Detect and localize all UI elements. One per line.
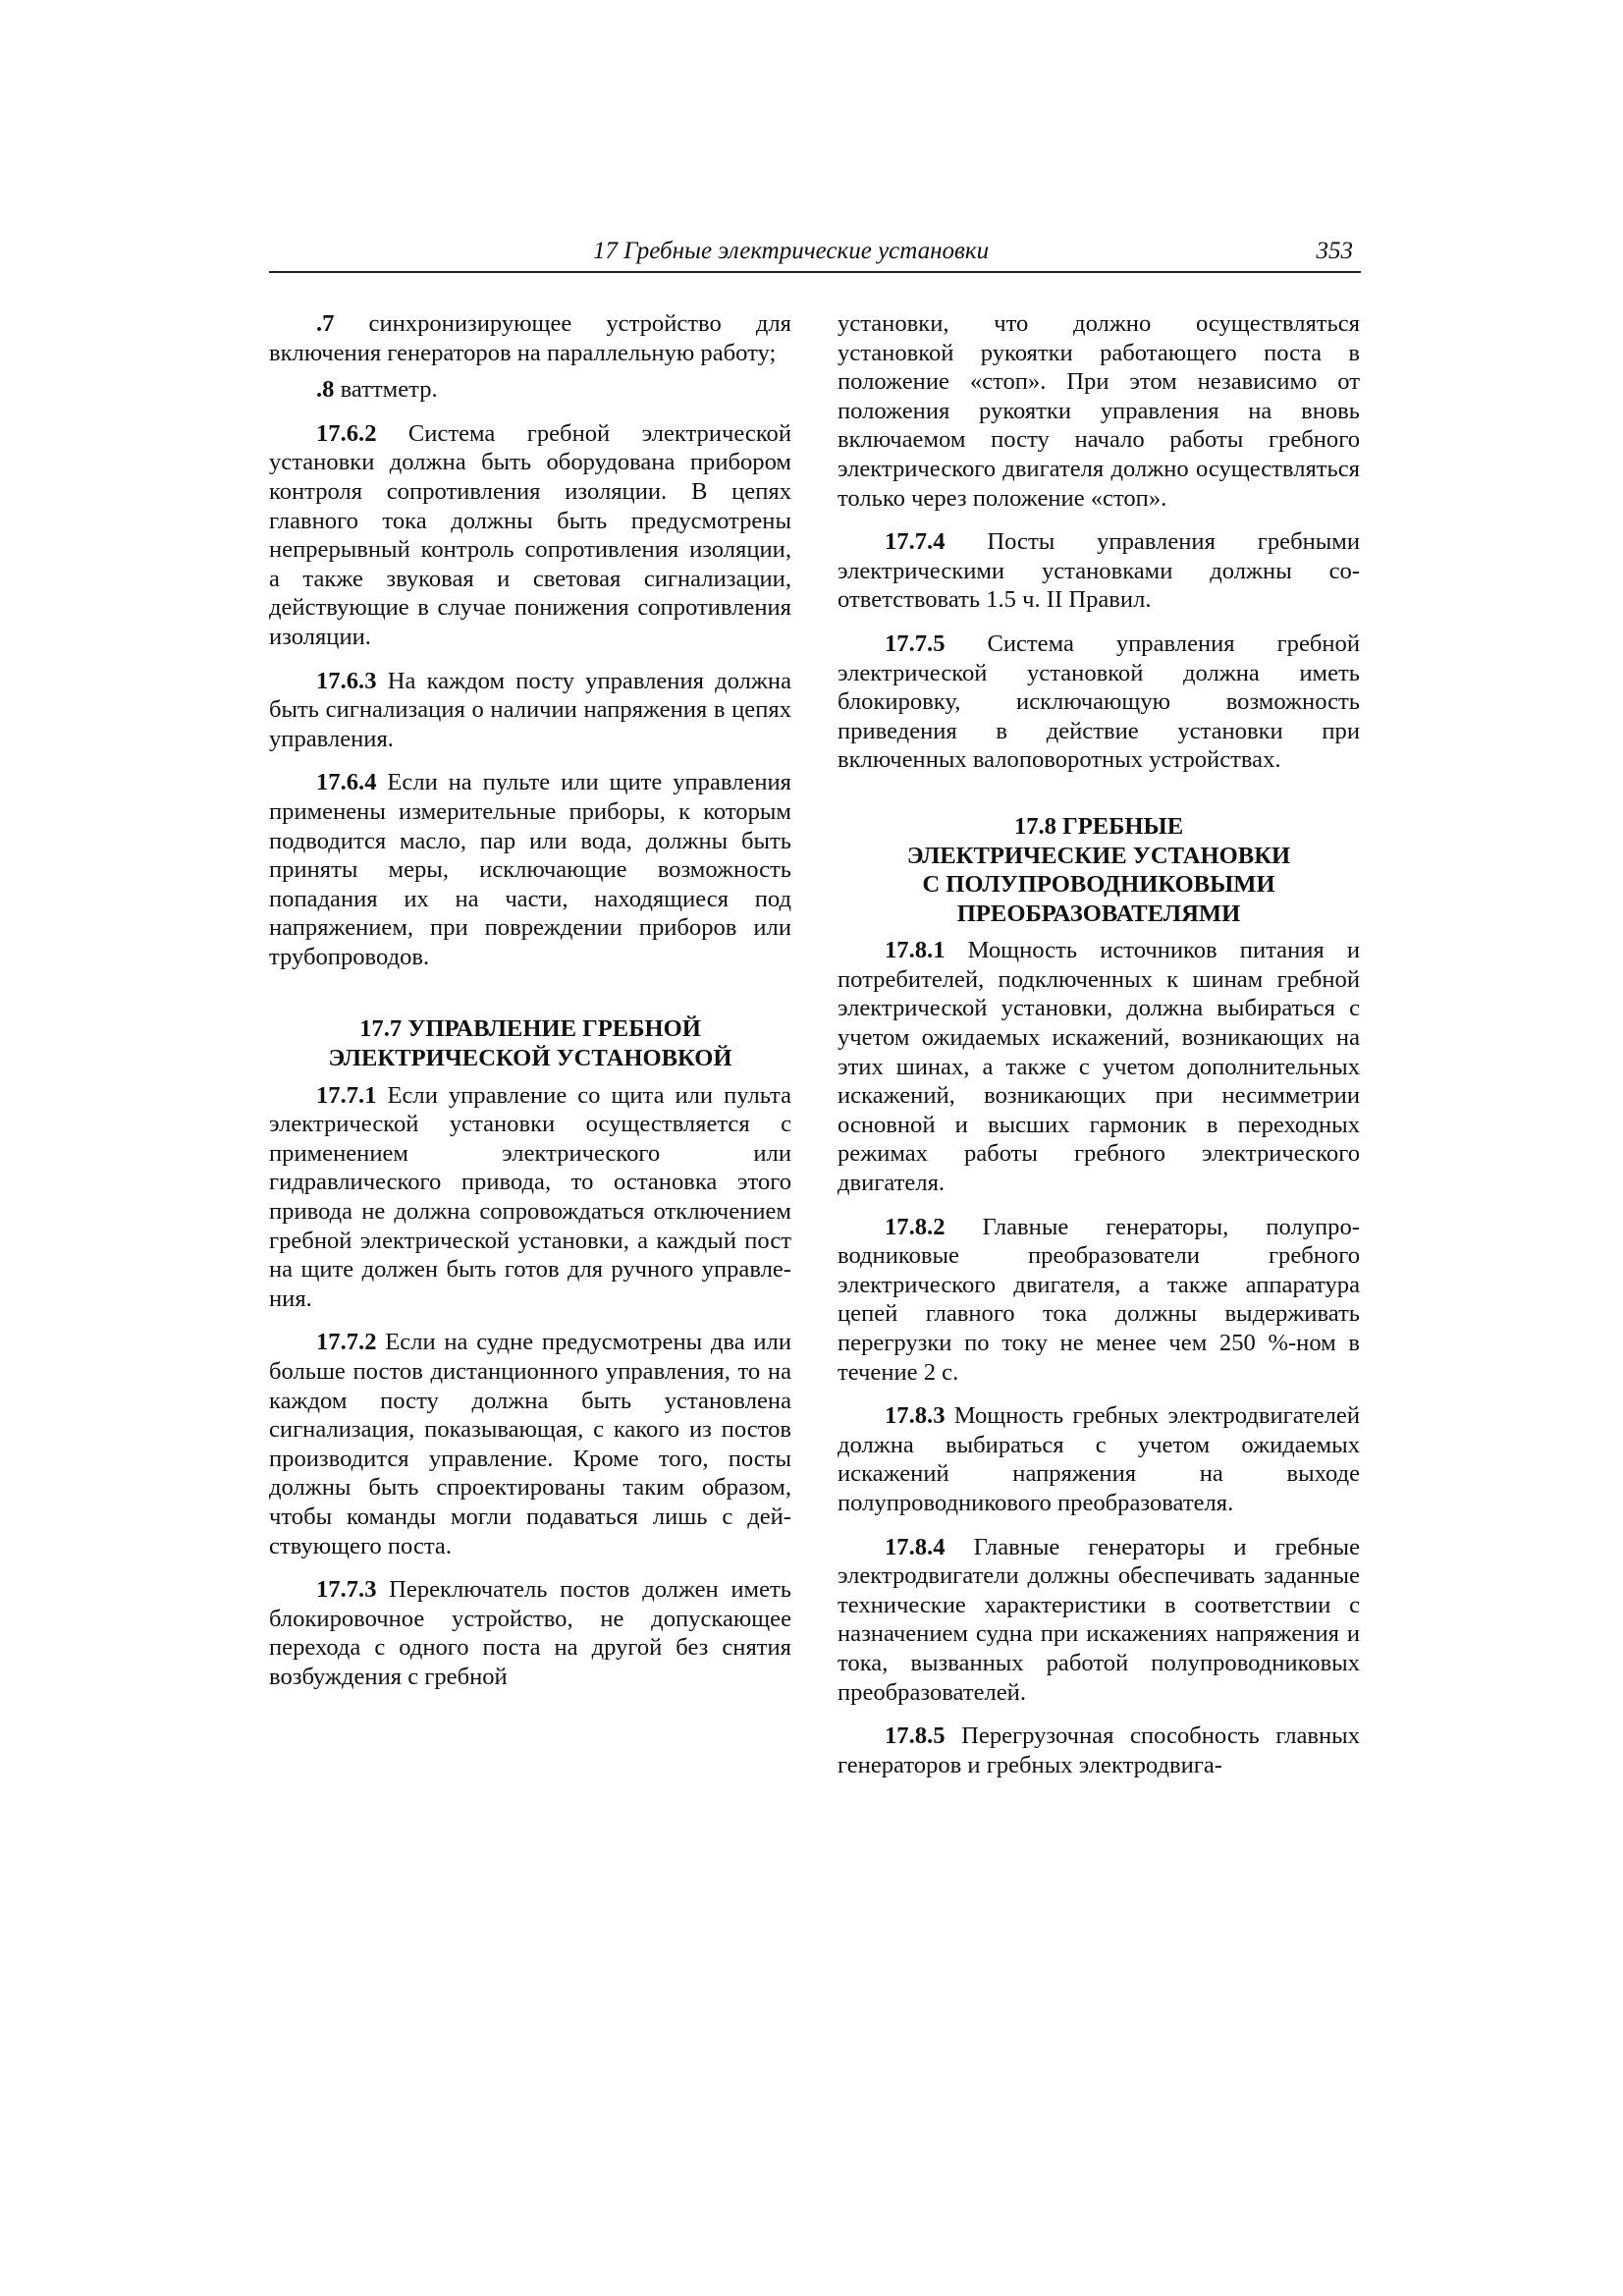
list-item [269, 309, 791, 367]
section-heading-17-8 [838, 812, 1360, 928]
heading-line: ПРЕОБРАЗОВАТЕЛЯМИ [956, 900, 1241, 927]
heading-line: ЭЛЕКТРИЧЕСКОЙ УСТАНОВКОЙ [328, 1045, 732, 1072]
clause-number: 17.7.1 [316, 1081, 377, 1109]
paragraph-17-8-2 [838, 1213, 1360, 1388]
heading-line: С ПОЛУПРОВОДНИКОВЫМИ [922, 871, 1275, 899]
list-item [269, 375, 791, 405]
paragraph-17-7-3 [269, 1575, 791, 1691]
clause-number: 17.7.3 [316, 1576, 377, 1604]
right-column [838, 309, 1360, 1794]
paragraph-17-8-1 [838, 936, 1360, 1197]
chapter-title: 17 Гребные электрические установки [593, 238, 990, 264]
clause-text: Переключатель постов должен иметь блокировочное устройство, не допускающее перехода с одного поста на другой без снятия возбуждения с гребной [269, 1576, 791, 1690]
item-number: .7 [316, 310, 335, 337]
page-number: 353 [1316, 238, 1353, 264]
item-text: синхронизирующее устройство для включения генераторов на параллельную работу; [269, 310, 791, 366]
paragraph-17-7-4 [838, 527, 1360, 615]
clause-number: 17.6.4 [316, 769, 377, 796]
clause-text: Перегрузочная способность главных генераторов и гребных электродвига- [838, 1722, 1360, 1778]
clause-text: Главные генераторы и гребные электродвигатели должны обеспечивать заданные технические характеристики в соответствии с назначением судна при искажениях напряжения и тока, вызванных работой полупроводниковых преобразователей. [838, 1533, 1360, 1706]
paragraph-17-8-5 [838, 1722, 1360, 1779]
paragraph-17-6-4 [269, 768, 791, 971]
running-header [269, 236, 1361, 273]
clause-number: 17.8.5 [885, 1722, 946, 1750]
clause-number: 17.6.3 [316, 667, 377, 694]
item-text: ваттметр. [340, 376, 438, 404]
paragraph-continuation: установки, что должно осуществляться установкой рукоятки работающего поста в положение «стоп». При этом независимо от положения рукоятки управления на вновь включаемом посту начало работы гребного электрического двигателя должно осуществляться только через положение «стоп». [838, 310, 1360, 512]
paragraph-17-7-1 [269, 1081, 791, 1314]
clause-number: 17.8.3 [885, 1402, 946, 1430]
clause-text: Мощность источников питания и потребителей, подключенных к шинам гребной электрической установки, должна выбираться с учетом ожидаемых искажений, возникающих на этих шинах, а также с учетом дополнительных искажений, возникающих при несимметрии основной и высших гармоник в переходных режимах работы гребного электрического двигателя. [838, 937, 1360, 1197]
item-number: .8 [316, 376, 335, 404]
clause-text: Посты управления гребными электрическими установками должны соответствовать 1.5 ч. II Правил. [838, 528, 1360, 614]
clause-number: 17.6.2 [316, 419, 377, 447]
clause-text: Если на судне предусмотрены два или больше постов дистанционного управления, то на каждом посту должна быть установлена сигнализация, показывающая, с какого из постов производится управление. Кроме того, посты должны быть спроектированы таким образом, чтобы команды могли подаваться лишь с действующего поста. [269, 1329, 791, 1559]
paragraph-17-6-2 [269, 419, 791, 652]
clause-number: 17.8.4 [885, 1533, 946, 1560]
clause-number: 17.7.4 [885, 528, 946, 556]
paragraph-17-7-5 [838, 629, 1360, 775]
heading-line: 17.8 ГРЕБНЫЕ [1013, 812, 1184, 840]
clause-number: 17.8.1 [885, 937, 946, 964]
clause-text: На каждом посту управления должна быть сигнализация о наличии напряжения в цепях управления. [269, 667, 791, 752]
clause-number: 17.7.5 [885, 629, 946, 657]
left-column [269, 309, 791, 1707]
heading-line: ЭЛЕКТРИЧЕСКИЕ УСТАНОВКИ [906, 842, 1291, 869]
clause-number: 17.8.2 [885, 1213, 946, 1240]
clause-text: Главные генераторы, полупроводниковые преобразователи гребного электрического двигателя, а также аппаратура цепей главного тока должны выдерживать перегрузки по току не менее чем 250 %-ном в течение 2 с. [838, 1213, 1360, 1386]
clause-text: Если на пульте или щите управления применены измерительные приборы, к которым подводится масло, пар или вода, должны быть приняты меры, исключающие возможность попадания их на части, находящиеся под напряжением, при повреждении приборов или трубопроводов. [269, 769, 791, 970]
clause-text: Система гребной электрической установки должна быть оборудована прибором контроля сопротивления изоляции. В цепях главного тока должны быть предусмотрены непрерывный контроль сопротивления изоляции, а также звуковая и световая сигнализации, действующие в случае понижения сопротивления изоляции. [269, 419, 791, 650]
clause-text: Мощность гребных электродвигателей должна выбираться с учетом ожидаемых искажений напряжения на выходе полупроводникового преобразователя. [838, 1402, 1360, 1516]
paragraph-17-8-3 [838, 1401, 1360, 1517]
paragraph-17-8-4 [838, 1533, 1360, 1708]
clause-text: Если управление со щита или пульта электрической установки осуществляется с применением электрического или гидравлического привода, то остановка этого привода не должна сопровождаться отключением гребной электрической установки, а каждый пост на щите должен быть готов для ручного управления. [269, 1081, 791, 1312]
paragraph-17-6-3 [269, 667, 791, 754]
paragraph-17-7-2 [269, 1328, 791, 1560]
clause-number: 17.7.2 [316, 1329, 377, 1356]
clause-text: Система управления гребной электрической установкой должна иметь блокировку, исключающую возможность приведения в действие установки при включенных валоповоротных устройствах. [838, 629, 1360, 774]
heading-line: 17.7 УПРАВЛЕНИЕ ГРЕБНОЙ [359, 1015, 701, 1043]
section-heading-17-7 [269, 1014, 791, 1072]
